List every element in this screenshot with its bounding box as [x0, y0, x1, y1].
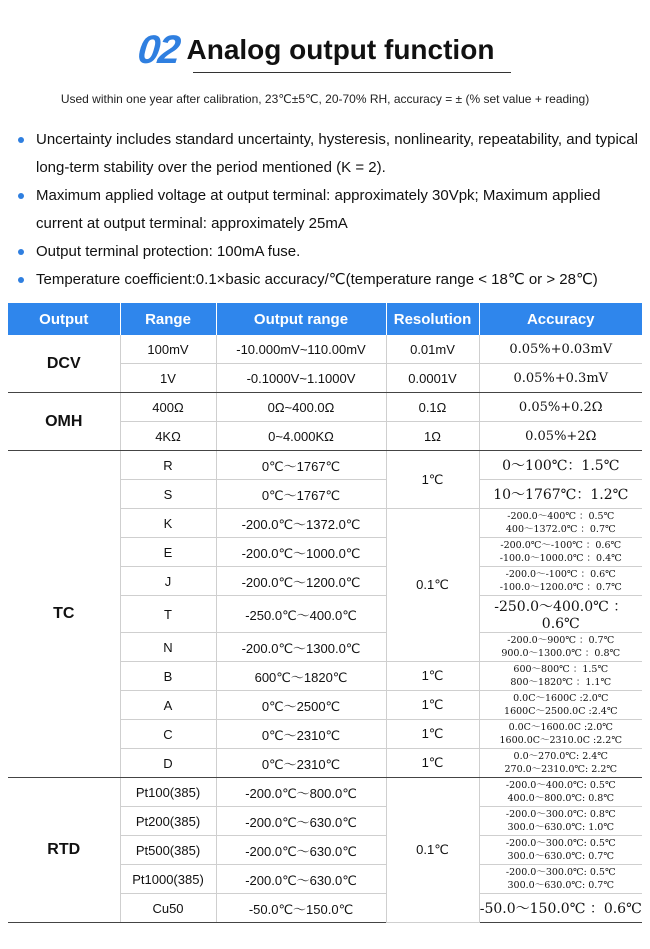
accuracy-cell: [479, 691, 642, 720]
range-cell: D: [120, 749, 216, 778]
range-cell: S: [120, 480, 216, 509]
output-range-cell: 0℃～2500℃: [216, 691, 386, 720]
resolution-cell: 1℃: [386, 720, 479, 749]
output-range-cell: -50.0℃～150.0℃: [216, 894, 386, 923]
range-cell: R: [120, 451, 216, 480]
accuracy-line: 400～1372.0℃ ：0.7℃: [505, 524, 616, 535]
accuracy-cell: [479, 509, 642, 538]
output-group-cell: OMH: [8, 393, 120, 451]
table-row: [8, 451, 642, 480]
accuracy-line: 800～1820℃ ：1.1℃: [510, 677, 612, 688]
accuracy-line: 0.0C～1600C :2.0℃: [513, 693, 609, 704]
output-range-cell: 0~4.000KΩ: [216, 422, 386, 451]
header-output-range: Output range: [216, 303, 386, 335]
range-cell: 4KΩ: [120, 422, 216, 451]
output-range-cell: -250.0℃～400.0℃: [216, 596, 386, 633]
accuracy-cell: [479, 633, 642, 662]
accuracy-line: -100.0～1000.0℃ ：0.4℃: [499, 553, 622, 564]
header-resolution: Resolution: [386, 303, 479, 335]
range-cell: Pt500(385): [120, 836, 216, 865]
resolution-cell: 0.1Ω: [386, 393, 479, 422]
resolution-cell: 0.01mV: [386, 335, 479, 364]
range-cell: E: [120, 538, 216, 567]
output-range-cell: 0℃～1767℃: [216, 451, 386, 480]
resolution-cell: 0.1℃: [386, 509, 479, 662]
bullet-item: [14, 238, 644, 266]
range-cell: C: [120, 720, 216, 749]
accuracy-cell: -50.0～150.0℃ ：0.6℃: [479, 894, 642, 923]
bullet-dot-icon: [18, 277, 24, 283]
range-cell: T: [120, 596, 216, 633]
accuracy-cell: 0.05%+0.3mV: [479, 364, 642, 393]
accuracy-line: 300.0～630.0℃: 1.0℃: [507, 822, 614, 833]
table-row: [8, 393, 642, 422]
header-range: Range: [120, 303, 216, 335]
table-row: [8, 778, 642, 807]
bullet-text: Temperature coefficient:0.1×basic accuracy/℃(temperature range < 18℃ or > 28℃): [36, 271, 598, 288]
bullet-text: Uncertainty includes standard uncertainty, hysteresis, nonlinearity, repeatability, and typical long-term stability over the period mentioned (K = 2).: [36, 131, 638, 176]
output-range-cell: -10.000mV~110.00mV: [216, 335, 386, 364]
bullet-text: Maximum applied voltage at output terminal: approximately 30Vpk; Maximum applied current at output terminal: approximately 25mA: [36, 187, 601, 232]
output-range-cell: -200.0℃～630.0℃: [216, 807, 386, 836]
accuracy-line: 1600C～2500.0C :2.4℃: [504, 706, 618, 717]
range-cell: 100mV: [120, 335, 216, 364]
output-range-cell: 0℃～2310℃: [216, 749, 386, 778]
accuracy-cell: 0.05%+2Ω: [479, 422, 642, 451]
accuracy-cell: 0.05%+0.03mV: [479, 335, 642, 364]
accuracy-cell: [479, 807, 642, 836]
accuracy-line: 600～800℃ ：1.5℃: [513, 664, 609, 675]
table-header-row: [8, 303, 642, 335]
bullet-dot-icon: [18, 193, 24, 199]
accuracy-cell: [479, 720, 642, 749]
output-group-cell: DCV: [8, 335, 120, 393]
resolution-cell: 1℃: [386, 451, 479, 509]
header-output: Output: [8, 303, 120, 335]
range-cell: A: [120, 691, 216, 720]
header: [0, 28, 650, 78]
range-cell: Cu50: [120, 894, 216, 923]
accuracy-line: -200.0～300.0℃: 0.8℃: [505, 809, 616, 820]
title-underline: [193, 72, 511, 73]
output-range-cell: -200.0℃～630.0℃: [216, 865, 386, 894]
accuracy-line: 0.0C～1600.0C :2.0℃: [508, 722, 613, 733]
output-range-cell: 0℃～1767℃: [216, 480, 386, 509]
output-range-cell: -200.0℃～1000.0℃: [216, 538, 386, 567]
accuracy-cell: 0～100℃：1.5℃: [479, 451, 642, 480]
accuracy-cell: 10～1767℃：1.2℃: [479, 480, 642, 509]
output-range-cell: -200.0℃～1200.0℃: [216, 567, 386, 596]
accuracy-line: -200.0～400℃ ：0.5℃: [507, 511, 615, 522]
bullet-dot-icon: [18, 249, 24, 255]
resolution-cell: 1℃: [386, 749, 479, 778]
accuracy-cell: [479, 538, 642, 567]
accuracy-line: -200.0～-100℃ ：0.6℃: [505, 569, 616, 580]
output-range-cell: -200.0℃～630.0℃: [216, 836, 386, 865]
accuracy-line: 0.0～270.0℃: 2.4℃: [513, 751, 608, 762]
bullet-item: [14, 182, 644, 238]
resolution-cell: 0.0001V: [386, 364, 479, 393]
output-range-cell: 0℃～2310℃: [216, 720, 386, 749]
accuracy-line: -100.0～1200.0℃ ：0.7℃: [499, 582, 622, 593]
output-range-cell: -0.1000V~1.1000V: [216, 364, 386, 393]
accuracy-line: -200.0～900℃ ：0.7℃: [507, 635, 615, 646]
accuracy-line: 270.0～2310.0℃: 2.2℃: [504, 764, 618, 775]
accuracy-line: 300.0～630.0℃: 0.7℃: [507, 851, 614, 862]
range-cell: B: [120, 662, 216, 691]
section-number: 02: [135, 28, 181, 72]
accuracy-line: -200.0℃～-100℃ ：0.6℃: [500, 540, 622, 551]
table-body: [8, 335, 642, 923]
resolution-cell: 1℃: [386, 691, 479, 720]
output-range-cell: -200.0℃～800.0℃: [216, 778, 386, 807]
bullet-item: [14, 126, 644, 182]
range-cell: Pt1000(385): [120, 865, 216, 894]
accuracy-line: 900.0～1300.0℃ ：0.8℃: [501, 648, 621, 659]
header-accuracy: Accuracy: [479, 303, 642, 335]
page-title: Analog output function: [186, 34, 495, 65]
range-cell: Pt100(385): [120, 778, 216, 807]
table-row: [8, 335, 642, 364]
bullet-item: [14, 266, 644, 294]
accuracy-line: 400.0～800.0℃: 0.8℃: [507, 793, 614, 804]
range-cell: N: [120, 633, 216, 662]
output-range-cell: -200.0℃～1300.0℃: [216, 633, 386, 662]
output-group-cell: TC: [8, 451, 120, 778]
accuracy-cell: 0.05%+0.2Ω: [479, 393, 642, 422]
accuracy-line: -200.0～300.0℃: 0.5℃: [505, 867, 616, 878]
range-cell: K: [120, 509, 216, 538]
output-group-cell: RTD: [8, 778, 120, 923]
range-cell: Pt200(385): [120, 807, 216, 836]
spec-table: [8, 303, 642, 923]
resolution-cell: 0.1℃: [386, 778, 479, 923]
bullet-list: [14, 126, 644, 294]
subtitle: Used within one year after calibration, 23℃±5℃, 20-70% RH, accuracy = ± (% set value + reading): [60, 92, 590, 106]
accuracy-line: 1600.0C～2310.0C :2.2℃: [499, 735, 622, 746]
accuracy-line: 300.0～630.0℃: 0.7℃: [507, 880, 614, 891]
accuracy-line: -200.0～400.0℃: 0.5℃: [505, 780, 616, 791]
bullet-text: Output terminal protection: 100mA fuse.: [36, 243, 301, 260]
accuracy-cell: [479, 865, 642, 894]
resolution-cell: 1℃: [386, 662, 479, 691]
accuracy-cell: [479, 778, 642, 807]
accuracy-cell: [479, 567, 642, 596]
range-cell: 400Ω: [120, 393, 216, 422]
accuracy-cell: [479, 836, 642, 865]
output-range-cell: 0Ω~400.0Ω: [216, 393, 386, 422]
range-cell: 1V: [120, 364, 216, 393]
output-range-cell: 600℃～1820℃: [216, 662, 386, 691]
accuracy-cell: [479, 749, 642, 778]
bullet-dot-icon: [18, 137, 24, 143]
output-range-cell: -200.0℃～1372.0℃: [216, 509, 386, 538]
accuracy-line: -200.0～300.0℃: 0.5℃: [505, 838, 616, 849]
range-cell: J: [120, 567, 216, 596]
title-block: [135, 28, 495, 72]
accuracy-cell: -250.0～400.0℃ ：0.6℃: [479, 596, 642, 633]
resolution-cell: 1Ω: [386, 422, 479, 451]
accuracy-cell: [479, 662, 642, 691]
